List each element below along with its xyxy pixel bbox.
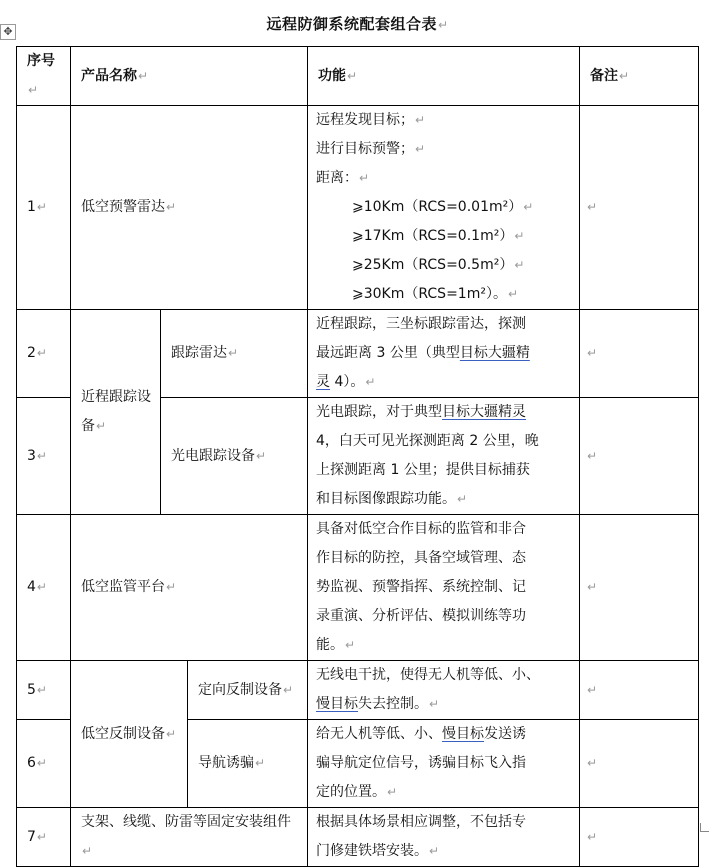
equipment-table <box>16 46 699 867</box>
row-number: 6↵ <box>17 720 71 808</box>
remark-cell: ↵ <box>580 310 699 398</box>
header-remark: 备注↵ <box>580 47 699 106</box>
function-cell: 光电跟踪，对于典型目标大疆精灵 4，白天可见光探测距离 2 公里，晚 上探测距离 1 公里；提供目标捕获 和目标图像跟踪功能。↵ <box>308 398 580 515</box>
table-header-row <box>17 47 699 106</box>
row-number: 2↵ <box>17 310 71 398</box>
remark-cell: ↵ <box>580 720 699 808</box>
table-row <box>17 661 699 720</box>
product-name: 导航诱骗↵ <box>188 720 308 808</box>
header-no: 序号↵ <box>17 47 71 106</box>
product-group: 低空反制设备↵ <box>71 661 188 808</box>
product-name: 低空预警雷达↵ <box>71 106 308 310</box>
row-number: 7↵ <box>17 808 71 867</box>
function-cell: 具备对低空合作目标的监管和非合 作目标的防控，具备空域管理、态 势监视、预警指挥、系统控制、记 录重演、分析评估、模拟训练等功 能。↵ <box>308 515 580 661</box>
header-function: 功能↵ <box>308 47 580 106</box>
move-table-handle-icon[interactable]: ✥ <box>0 24 16 40</box>
product-name: 定向反制设备↵ <box>188 661 308 720</box>
product-name: 支架、线缆、防雷等固定安装组件↵ <box>71 808 308 867</box>
row-number: 3↵ <box>17 398 71 515</box>
table-row <box>17 515 699 661</box>
table-end-marker <box>700 823 709 832</box>
function-cell: 无线电干扰，使得无人机等低、小、 慢目标失去控制。↵ <box>308 661 580 720</box>
function-cell: 根据具体场景相应调整，不包括专 门修建铁塔安装。↵ <box>308 808 580 867</box>
remark-cell: ↵ <box>580 808 699 867</box>
row-number: 1↵ <box>17 106 71 310</box>
table-row <box>17 808 699 867</box>
remark-cell: ↵ <box>580 661 699 720</box>
row-number: 5↵ <box>17 661 71 720</box>
remark-cell: ↵ <box>580 515 699 661</box>
product-group: 近程跟踪设备↵ <box>71 310 161 515</box>
header-name: 产品名称↵ <box>71 47 308 106</box>
row-number: 4↵ <box>17 515 71 661</box>
function-cell: 远程发现目标；↵ 进行目标预警；↵ 距离：↵ ⩾10Km（RCS=0.01m²）↵ ⩾17Km（RCS=0.1m²）↵ ⩾25Km（RCS=0.5m²）↵ ⩾30Km（RCS=1m²）。↵ <box>308 106 580 310</box>
document-title: 远程防御系统配套组合表↵ <box>266 15 449 33</box>
remark-cell: ↵ <box>580 398 699 515</box>
table-row <box>17 106 699 310</box>
table-row <box>17 310 699 398</box>
function-cell: 近程跟踪，三坐标跟踪雷达，探测 最远距离 3 公里（典型目标大疆精 灵 4）。↵ <box>308 310 580 398</box>
remark-cell: ↵ <box>580 106 699 310</box>
product-name: 跟踪雷达↵ <box>161 310 308 398</box>
product-name: 低空监管平台↵ <box>71 515 308 661</box>
product-name: 光电跟踪设备↵ <box>161 398 308 515</box>
function-cell: 给无人机等低、小、慢目标发送诱 骗导航定位信号，诱骗目标飞入指 定的位置。↵ <box>308 720 580 808</box>
